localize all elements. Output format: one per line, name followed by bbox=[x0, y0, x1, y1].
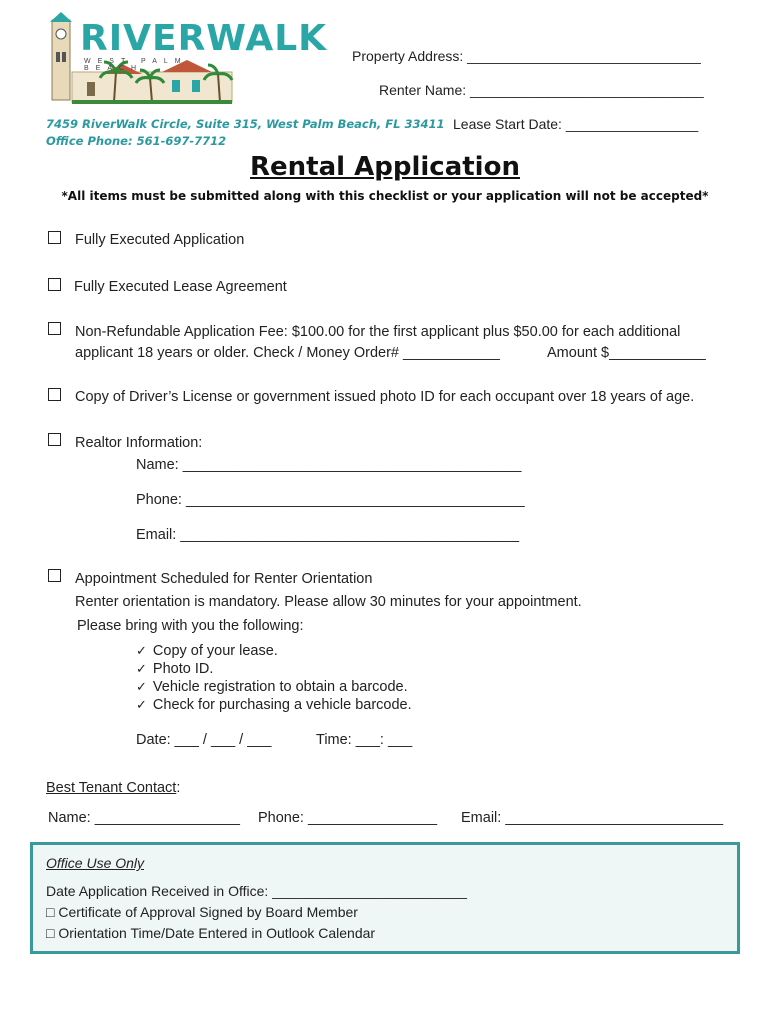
lease-start-date-field[interactable]: Lease Start Date: _________________ bbox=[453, 116, 699, 132]
office-address: 7459 RiverWalk Circle, Suite 315, West Palm Beach, FL 33411 bbox=[46, 117, 445, 131]
orientation-note: Renter orientation is mandatory. Please allow 30 minutes for your appointment. bbox=[75, 594, 582, 610]
checkbox-appointment[interactable] bbox=[48, 569, 61, 582]
contact-name-field[interactable]: Name: __________________ bbox=[48, 810, 240, 826]
checkbox-icon: □ bbox=[46, 925, 55, 941]
bring-list bbox=[136, 643, 412, 715]
logo-subtitle: WEST PALM BEACH bbox=[84, 58, 188, 72]
item-application: Fully Executed Application bbox=[75, 232, 245, 248]
checkbox-application[interactable] bbox=[48, 231, 61, 244]
check-icon: ✓ bbox=[136, 697, 147, 712]
checkbox-lease[interactable] bbox=[48, 278, 61, 291]
checkbox-license[interactable] bbox=[48, 388, 61, 401]
logo bbox=[42, 12, 328, 112]
date-received-field[interactable]: Date Application Received in Office: _________________________ bbox=[46, 883, 467, 899]
office-heading: Office Use Only bbox=[46, 855, 145, 871]
item-fee-line2[interactable]: applicant 18 years or older. Check / Money Order# ____________ bbox=[75, 345, 500, 361]
item-appointment: Appointment Scheduled for Renter Orientation bbox=[75, 571, 373, 587]
list-item: ✓ Check for purchasing a vehicle barcode. bbox=[136, 697, 412, 713]
check-icon: ✓ bbox=[136, 643, 147, 658]
contact-email-field[interactable]: Email: ___________________________ bbox=[461, 810, 724, 826]
check-icon: ✓ bbox=[136, 661, 147, 676]
property-address-field[interactable]: Property Address: ______________________________ bbox=[352, 48, 701, 64]
list-item: ✓ Copy of your lease. bbox=[136, 643, 278, 659]
office-phone: Office Phone: 561-697-7712 bbox=[46, 134, 227, 148]
list-item: ✓ Vehicle registration to obtain a barcode. bbox=[136, 679, 408, 695]
logo-wordmark: RIVERWALK bbox=[80, 18, 328, 59]
check-icon: ✓ bbox=[136, 679, 147, 694]
orientation-item[interactable]: □ Orientation Time/Date Entered in Outlook Calendar bbox=[46, 925, 376, 941]
contact-phone-field[interactable]: Phone: ________________ bbox=[258, 810, 438, 826]
realtor-phone-field[interactable]: Phone: __________________________________________ bbox=[136, 492, 525, 508]
realtor-name-field[interactable]: Name: __________________________________________ bbox=[136, 457, 522, 473]
list-item: ✓ Photo ID. bbox=[136, 661, 214, 677]
submission-notice: *All items must be submitted along with this checklist or your application will not be accepted* bbox=[61, 189, 709, 203]
office-use-box bbox=[30, 842, 740, 954]
bring-heading: Please bring with you the following: bbox=[77, 618, 304, 634]
appointment-date-field[interactable]: Date: ___ / ___ / ___ bbox=[136, 732, 272, 748]
checkbox-realtor[interactable] bbox=[48, 433, 61, 446]
contact-heading: Best Tenant Contact: bbox=[46, 780, 181, 796]
page-title: Rental Application bbox=[250, 152, 520, 182]
checkbox-icon: □ bbox=[46, 904, 55, 920]
checkbox-fee[interactable] bbox=[48, 322, 61, 335]
item-realtor: Realtor Information: bbox=[75, 435, 203, 451]
appointment-time-field[interactable]: Time: ___: ___ bbox=[316, 732, 413, 748]
fee-amount-field[interactable]: Amount $____________ bbox=[547, 345, 706, 361]
item-license: Copy of Driver’s License or government issued photo ID for each occupant over 18 years of age. bbox=[75, 389, 695, 405]
realtor-email-field[interactable]: Email: __________________________________________ bbox=[136, 527, 520, 543]
renter-name-field[interactable]: Renter Name: ______________________________ bbox=[379, 82, 704, 98]
item-lease: Fully Executed Lease Agreement bbox=[74, 279, 287, 295]
item-fee-line1: Non-Refundable Application Fee: $100.00 for the first applicant plus $50.00 for each additional bbox=[75, 324, 681, 340]
approval-item[interactable]: □ Certificate of Approval Signed by Board Member bbox=[46, 904, 358, 920]
